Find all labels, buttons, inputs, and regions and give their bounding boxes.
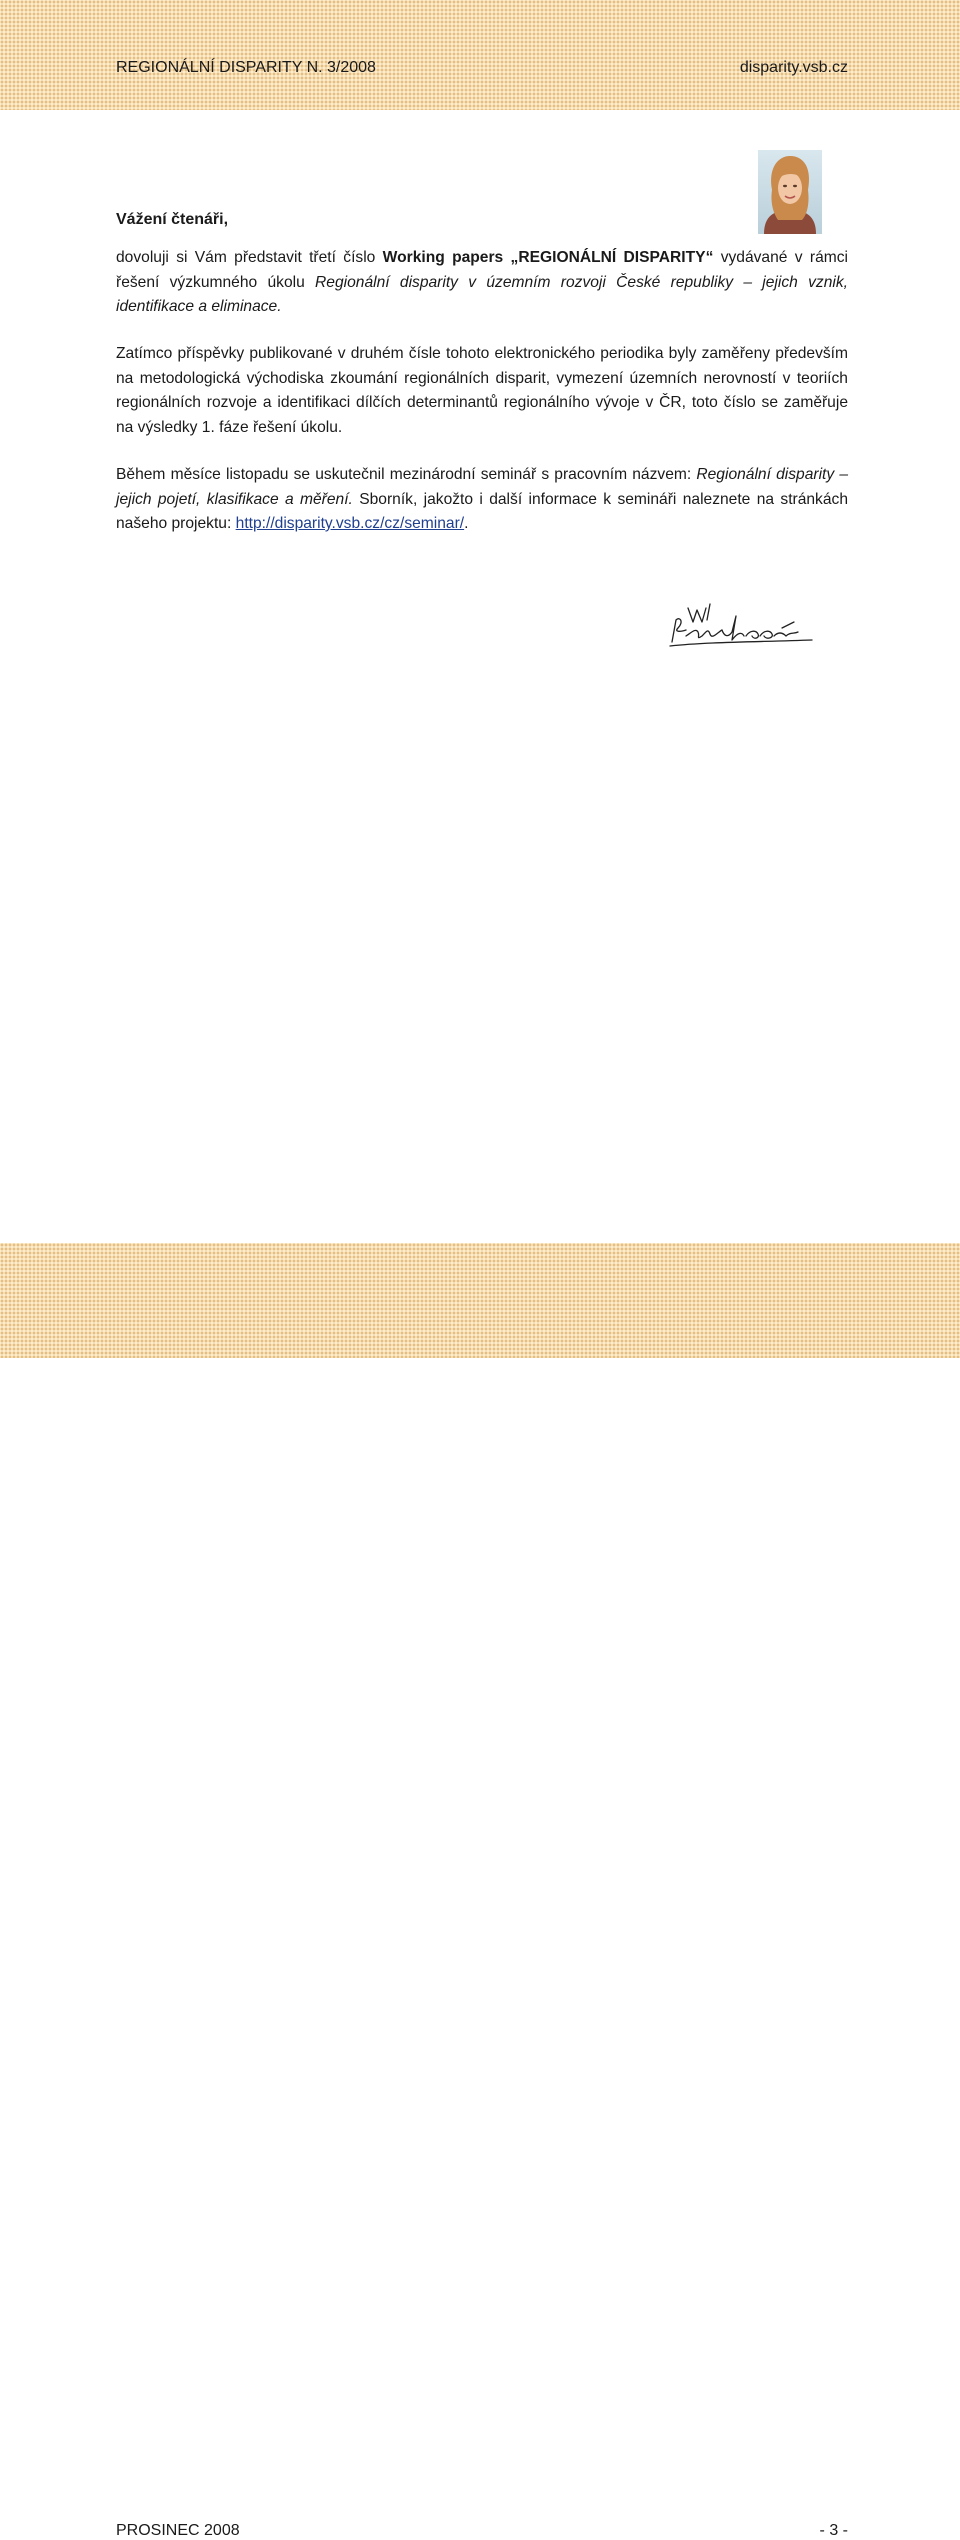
- seminar-text-2: Sborník, jakožto i další informace k semináři naleznete na stránkách našeho projektu:: [116, 490, 848, 532]
- signature: [666, 602, 816, 650]
- second-paragraph: Zatímco příspěvky publikované v druhém čísle tohoto elektronického periodika byly zaměřeny především na metodologická východiska zkoumání regionálních disparit, vymezení územních nerovností v teoriích regionálních rozvoje a identifikaci dílčích determinantů regionálního vývoje v ČR, toto číslo se zaměřuje na výsledky 1. fáze řešení úkolu.: [116, 345, 848, 436]
- journal-title: REGIONÁLNÍ DISPARITY N. 3/2008: [116, 59, 376, 76]
- greeting: Vážení čtenáři,: [116, 211, 229, 228]
- project-title: Regionální disparity v územním rozvoji České republiky – jejich vznik, identifikace a eliminace.: [116, 273, 848, 315]
- intro-text-2: vydávané v rámci řešení výzkumného úkolu: [116, 249, 849, 291]
- third-paragraph: [116, 463, 848, 537]
- header-band: [0, 0, 960, 110]
- publication-name: Working papers „REGIONÁLNÍ DISPARITY“: [382, 249, 714, 266]
- author-photo: [758, 150, 822, 234]
- seminar-link[interactable]: http://disparity.vsb.cz/cz/seminar/: [235, 515, 465, 532]
- seminar-title: Regionální disparity – jejich pojetí, klasifikace a měření.: [116, 466, 849, 508]
- closing-period: .: [464, 515, 469, 532]
- intro-paragraph: [116, 246, 848, 320]
- website-label: disparity.vsb.cz: [739, 59, 848, 76]
- footer-band: [0, 1243, 960, 2539]
- seminar-text: Během měsíce listopadu se uskutečnil mezinárodní seminář s pracovním názvem:: [116, 466, 697, 483]
- intro-text: dovoluji si Vám představit třetí číslo: [116, 249, 383, 266]
- issue-date: PROSINEC 2008: [116, 2522, 240, 2539]
- page-number: - 3 -: [819, 2522, 848, 2539]
